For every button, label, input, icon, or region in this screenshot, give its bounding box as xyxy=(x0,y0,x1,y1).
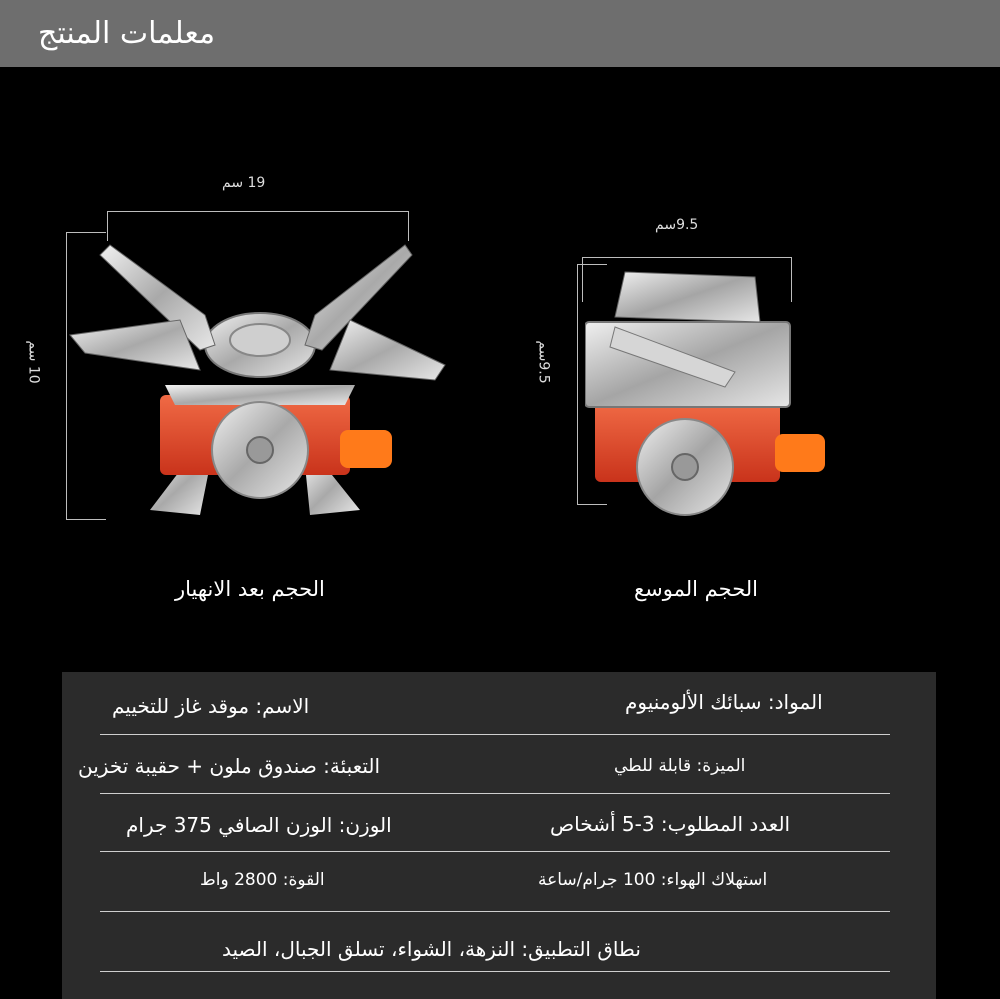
folded-stove-image xyxy=(60,225,460,525)
row-divider xyxy=(100,971,890,972)
spec-application: نطاق التطبيق: النزهة، الشواء، تسلق الجبال، الصيد xyxy=(222,937,641,961)
spec-feature: الميزة: قابلة للطي xyxy=(614,756,746,776)
expanded-height-label: 9.5سم xyxy=(535,340,552,384)
spec-packing: التعبئة: صندوق ملون + حقيبة تخزين xyxy=(78,754,381,778)
spec-weight: الوزن: الوزن الصافي 375 جرام xyxy=(126,813,392,837)
page-title: معلمات المنتج xyxy=(38,16,216,51)
spec-power: القوة: 2800 واط xyxy=(200,870,325,890)
row-divider xyxy=(100,793,890,794)
spec-name: الاسم: موقد غاز للتخييم xyxy=(112,694,310,718)
expanded-width-line xyxy=(582,257,792,258)
expanded-height-line xyxy=(577,264,578,505)
folded-width-line xyxy=(107,211,409,212)
header-bar xyxy=(0,0,1000,67)
row-divider xyxy=(100,734,890,735)
folded-height-label: 10 سم xyxy=(25,340,42,384)
row-divider xyxy=(100,911,890,912)
spec-material: المواد: سبائك الألومنيوم xyxy=(625,690,823,714)
folded-size-caption: الحجم بعد الانهيار xyxy=(175,577,325,601)
spec-consumption: استهلاك الهواء: 100 جرام/ساعة xyxy=(538,870,768,890)
row-divider xyxy=(100,851,890,852)
expanded-size-caption: الحجم الموسع xyxy=(634,577,758,601)
folded-width-label: 19 سم xyxy=(222,175,266,191)
expanded-stove-image xyxy=(585,262,835,517)
expanded-width-label: 9.5سم xyxy=(655,217,699,233)
spec-people: العدد المطلوب: 3-5 أشخاص xyxy=(550,812,791,836)
